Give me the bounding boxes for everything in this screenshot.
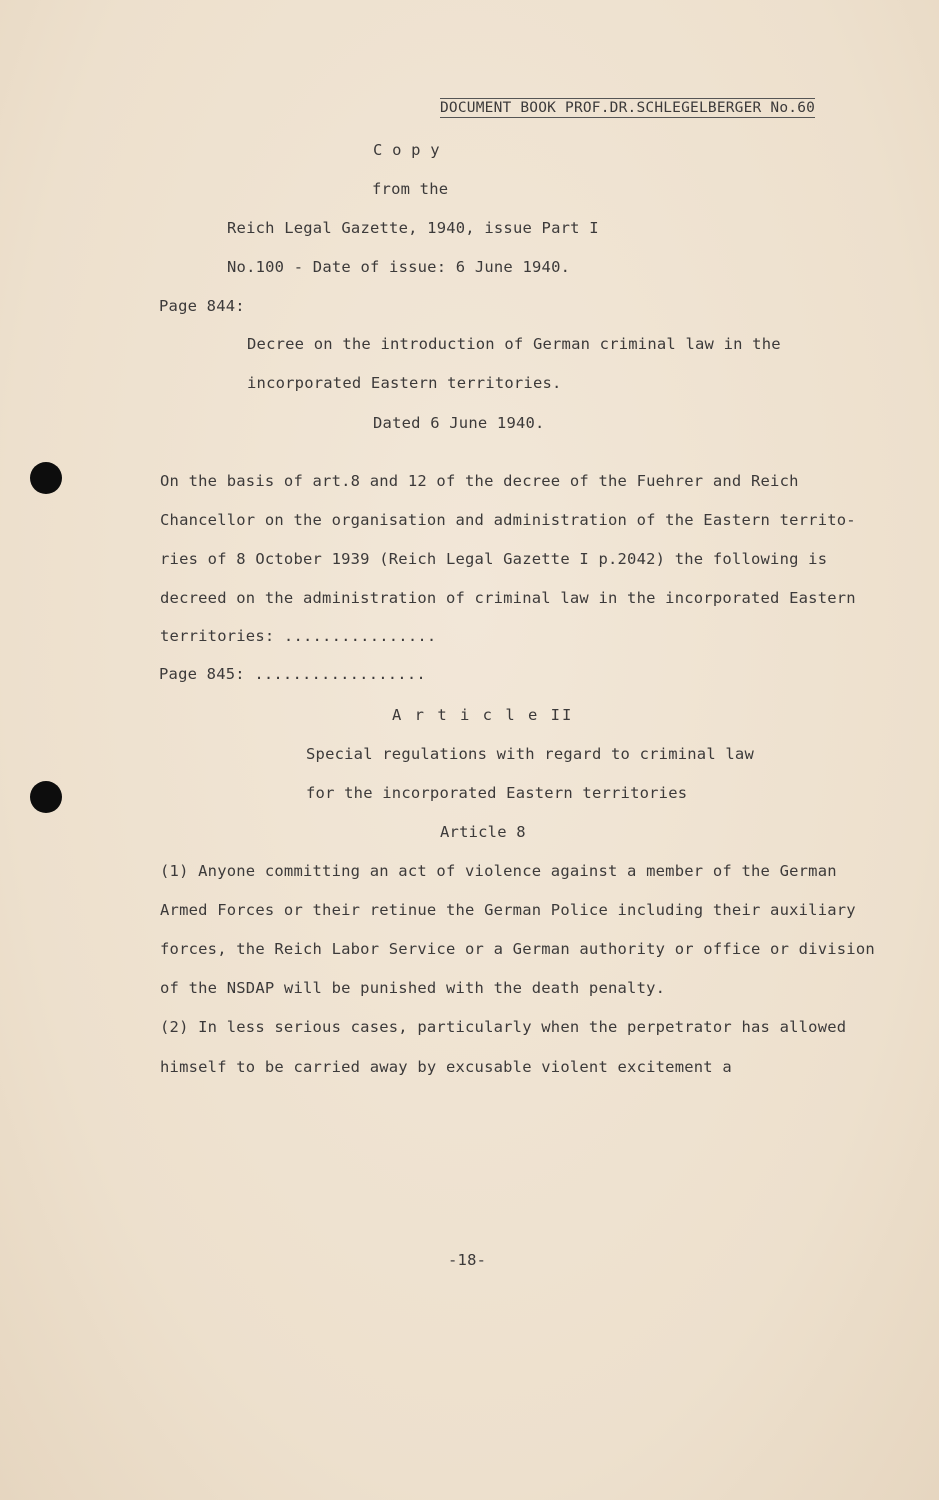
body-line: On the basis of art.8 and 12 of the decree of the Fuehrer and Reich xyxy=(160,472,799,490)
special-regulations-line-2: for the incorporated Eastern territories xyxy=(306,784,688,802)
body-line: ries of 8 October 1939 (Reich Legal Gazette I p.2042) the following is xyxy=(160,550,828,568)
article-heading: A r t i c l e II xyxy=(392,706,574,724)
document-header: DOCUMENT BOOK PROF.DR.SCHLEGELBERGER No.60 xyxy=(440,100,816,116)
article-8-heading: Article 8 xyxy=(440,823,526,841)
body-line: Chancellor on the organisation and administration of the Eastern territo- xyxy=(160,511,856,529)
from-the-line: from the xyxy=(372,180,449,198)
page-number: -18- xyxy=(448,1251,487,1269)
decree-title-line-1: Decree on the introduction of German criminal law in the xyxy=(247,335,781,353)
gazette-line: Reich Legal Gazette, 1940, issue Part I xyxy=(227,219,599,237)
paragraph-line: Armed Forces or their retinue the German Police including their auxiliary xyxy=(160,901,856,919)
punch-hole xyxy=(30,781,62,813)
special-regulations-line-1: Special regulations with regard to criminal law xyxy=(306,745,754,763)
issue-line: No.100 - Date of issue: 6 June 1940. xyxy=(227,258,571,276)
punch-hole xyxy=(30,462,62,494)
page-845-label: Page 845: .................. xyxy=(159,665,426,683)
dated-line: Dated 6 June 1940. xyxy=(373,414,545,432)
page-844-label: Page 844: xyxy=(159,297,245,315)
paragraph-line: (2) In less serious cases, particularly when the perpetrator has allowed xyxy=(160,1018,847,1036)
paragraph-line: himself to be carried away by excusable violent excitement a xyxy=(160,1058,732,1076)
decree-title-line-2: incorporated Eastern territories. xyxy=(247,374,562,392)
paragraph-line: (1) Anyone committing an act of violence against a member of the German xyxy=(160,862,837,880)
paragraph-line: of the NSDAP will be punished with the death penalty. xyxy=(160,979,666,997)
paragraph-line: forces, the Reich Labor Service or a German authority or office or division xyxy=(160,940,875,958)
body-line: territories: ................ xyxy=(160,627,437,645)
copy-title: C o p y xyxy=(373,141,440,159)
body-line: decreed on the administration of criminal law in the incorporated Eastern xyxy=(160,589,856,607)
